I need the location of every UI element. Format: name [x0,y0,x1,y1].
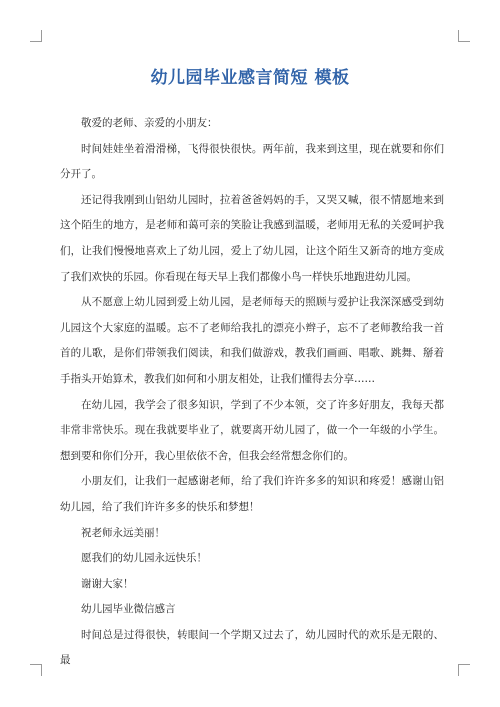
document-body [60,111,444,674]
paragraph: 还记得我刚到山铝幼儿园时，拉着爸爸妈妈的手，又哭又喊，很不情愿地来到这个陌生的地方，是老师和蔼可亲的笑脸让我感到温暖，老师用无私的关爱呵护我们，让我们慢慢地喜欢上了幼儿园，爱上了幼儿园，让这个陌生又新奇的地方变成了我们欢快的乐园。你看现在每天早上我们都像小鸟一样快乐地跑进幼儿园。 [60,193,444,283]
paragraph: 从不愿意上幼儿园到爱上幼儿园，是老师每天的照顾与爱护让我深深感受到幼儿园这个大家庭的温暖。忘不了老师给我扎的漂亮小辫子，忘不了老师教给我一首首的儿歌，是你们带领我们阅读，和我们做游戏，教我们画画、唱歌、跳舞、掰着手指头开始算术，教我们如何和小朋友相处，让我们懂得去分享…… [60,296,444,385]
crop-mark-top-left-v [41,30,42,42]
section-heading: 幼儿园毕业微信感言 [81,603,176,616]
paragraph: 小朋友们，让我们一起感谢老师，给了我们许许多多的知识和疼爱！感谢山铝幼儿园，给了我们许许多多的快乐和梦想！ [60,475,444,513]
crop-mark-top-right-h [458,41,470,42]
paragraph-thanks: 谢谢大家！ [81,577,134,590]
paragraph-wish: 祝老师永远美丽！ [81,526,165,539]
crop-mark-top-right-v [458,30,459,42]
paragraph-wish: 愿我们的幼儿园永远快乐！ [81,552,207,565]
crop-mark-bottom-right-h [458,664,470,665]
paragraph: 在幼儿园，我学会了很多知识，学到了不少本领，交了许多好朋友，我每天都非常非常快乐。现在我就要毕业了，就要离开幼儿园了，做一个一年级的小学生。想到要和你们分开，我心里依依不舍，但我会经常想念你们的。 [60,398,444,462]
paragraph-salutation: 敬爱的老师、亲爱的小朋友： [81,117,218,129]
paragraph: 时间总是过得很快，转眼间一个学期又过去了，幼儿园时代的欢乐是无限的、最 [60,628,444,667]
paragraph: 时间娃娃坐着滑滑梯，飞得很快很快。两年前，我来到这里，现在就要和你们分开了。 [60,142,444,181]
crop-mark-bottom-right-v [458,664,459,676]
crop-mark-bottom-left-v [41,664,42,676]
document-title: 幼儿园毕业感言简短 模板 [150,68,350,88]
